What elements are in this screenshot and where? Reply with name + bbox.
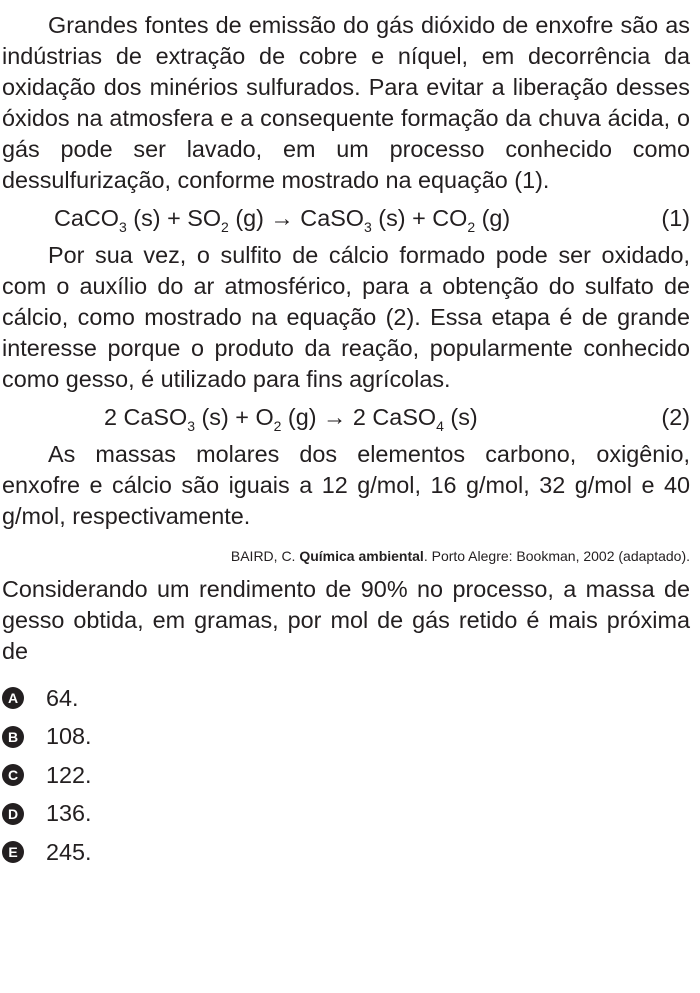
second-paragraph: Por sua vez, o sulfito de cálcio formado pode ser oxidado, com o auxílio do ar atmosférico, para a obtenção do sulfato de cálcio, como mostrado na equação (2). Essa etapa é de grande interesse porque o produto da reação, popularmente conhecido como gesso, é utilizado para fins agrícolas. <box>2 242 690 392</box>
option-d[interactable] <box>2 795 690 834</box>
option-d-text: 136. <box>46 800 92 827</box>
molar-mass-paragraph: As massas molares dos elementos carbono, oxigênio, enxofre e cálcio são iguais a 12 g/mol, 16 g/mol, 32 g/mol e 40 g/mol, respectivamente. <box>2 441 690 529</box>
citation-title: Química ambiental <box>299 548 424 564</box>
equation-1-number: (1) <box>661 205 690 231</box>
option-c-text: 122. <box>46 761 92 788</box>
option-c-letter-badge: C <box>2 764 24 786</box>
option-e-letter-badge: E <box>2 841 24 863</box>
option-e-text: 245. <box>46 838 92 865</box>
option-b-text: 108. <box>46 723 92 750</box>
answer-options <box>2 679 690 872</box>
question-stem: Considerando um rendimento de 90% no processo, a massa de gesso obtida, em gramas, por mol de gás retido é mais próxima de <box>2 576 690 664</box>
option-a-text: 64. <box>46 684 79 711</box>
option-a[interactable] <box>2 679 690 718</box>
equation-2-number: (2) <box>661 404 690 430</box>
option-b[interactable] <box>2 718 690 757</box>
equation-2 <box>2 395 690 439</box>
equation-2-formula: 2 CaSO$_3$ $(s) + O_2$ (g) → 2 CaSO$_4$ (s) <box>104 404 478 434</box>
source-citation: BAIRD, C. Química ambiental. Porto Alegre: Bookman, 2002 (adaptado). <box>230 548 690 564</box>
option-a-letter-badge: A <box>2 687 24 709</box>
intro-paragraph: Grandes fontes de emissão do gás dióxido de enxofre são as indústrias de extração de cobre e níquel, em decorrência da oxidação dos minérios sulfurados. Para evitar a liberação desses óxidos na atmosfera e a consequente formação da chuva ácida, o gás pode ser lavado, em um processo conhecido como dessulfurização, conforme mostrado na equação (1). <box>2 12 690 193</box>
option-e[interactable] <box>2 833 690 872</box>
equation-1-formula: CaCO$_3$ $(s) + SO_2$ (g) → CaSO$_3$ $(s) + CO_2$ (g) <box>54 205 511 235</box>
option-b-letter-badge: B <box>2 726 24 748</box>
equation-1 <box>2 196 690 240</box>
option-c[interactable] <box>2 756 690 795</box>
option-d-letter-badge: D <box>2 803 24 825</box>
